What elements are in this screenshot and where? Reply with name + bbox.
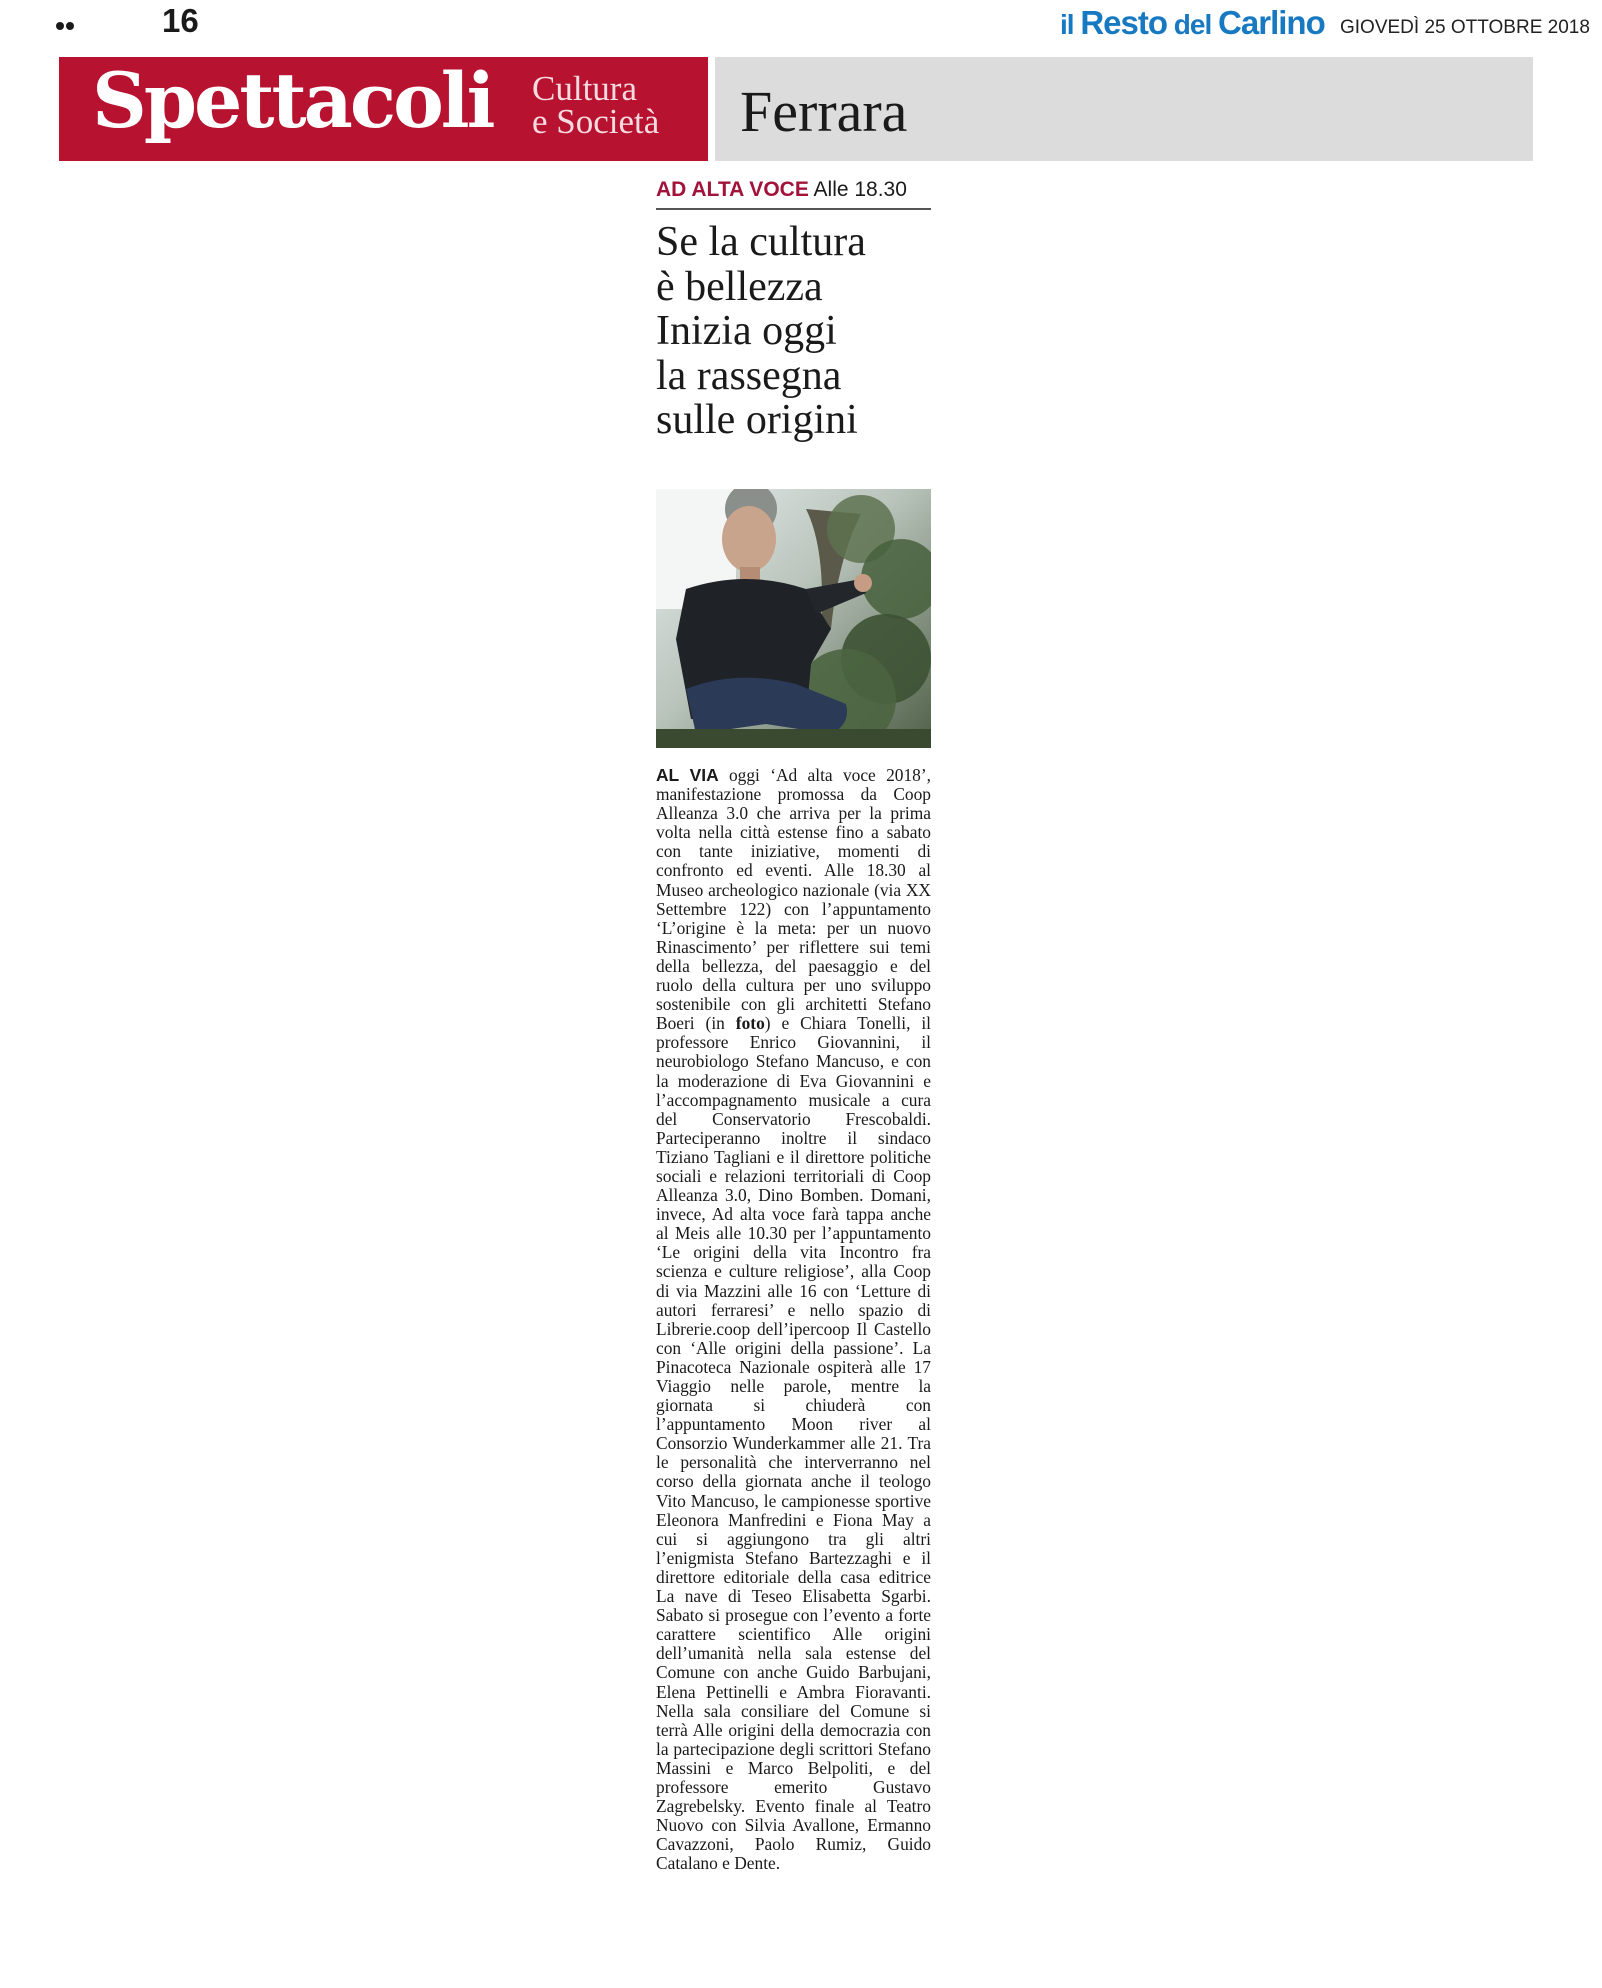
article-body-text-cont: ) e Chiara Tonelli, il professore Enrico Giovannini, il neurobiologo Stefano Mancuso, e con la moderazione di Eva Giovannini e l’accompagnamento musicale a cura del Conservatorio Frescobaldi. Parteciperanno inoltre il sindaco Tiziano Tagliani e il direttore politiche sociali e relazioni territoriali di Coop Alleanza 3.0, Dino Bomben. Domani, invece, Ad alta voce farà tappa anche al Meis alle 10.30 per l’appuntamento ‘Le origini della vita Incontro fra scienza e culture religiose’, alla Coop di via Mazzini alle 16 con ‘Letture di autori ferraresi’ e nello spazio di Librerie.coop dell’ipercoop Il Castello con ‘Alle origini della passione’. La Pinacoteca Nazionale ospiterà alle 17 Viaggio nelle parole, mentre la giornata si chiuderà con l’appuntamento Moon river al Consorzio Wunderkammer alle 21. Tra le personalità che interverranno nel corso della giornata anche il teologo Vito Mancuso, le campionesse sportive Eleonora Manfredini e Fiona May a cui si aggiungono tra gli altri l’enigmista Stefano Bartezzaghi e il direttore editoriale della casa editrice La nave di Teseo Elisabetta Sgarbi. Sabato si prosegue con l’evento a forte carattere scientifico Alle origini dell’umanità nella sala estense del Comune con anche Guido Barbujani, Elena Pettinelli e Ambra Fioravanti. Nella sala consiliare del Comune si terrà Alle origini della democrazia con la partecipazione degli scrittori Stefano Massini e Marco Belpoliti, e del professore emerito Gustavo Zagrebelsky. Evento finale al Teatro Nuovo con Silvia Avallone, Ermanno Cavazzoni, Paolo Rumiz, Guido Catalano e Dente. [656, 1013, 931, 1874]
page-number: 16 [162, 2, 199, 39]
section-subtitle-line1: Cultura [532, 69, 637, 108]
headline-line: è bellezza [656, 263, 823, 310]
masthead-del: del [1167, 9, 1219, 40]
kicker-label: AD ALTA VOCE [656, 178, 809, 201]
article-kicker [656, 178, 931, 210]
article-body [656, 766, 931, 1873]
kicker-time: Alle 18.30 [813, 178, 907, 201]
section-title: Spettacoli [92, 56, 493, 145]
newspaper-masthead [1060, 4, 1325, 42]
section-subtitle-line2: e Società [532, 102, 660, 141]
masthead-il: il [1060, 9, 1081, 40]
edition-dots [56, 16, 80, 30]
masthead-carlino: Carlino [1218, 4, 1325, 41]
headline-line: sulle origini [656, 397, 858, 443]
article-lead: AL VIA [656, 765, 719, 785]
headline-line: la rassegna [656, 352, 842, 399]
section-subtitle [532, 69, 660, 141]
photo-reference: foto [735, 1013, 765, 1034]
masthead-resto: Resto [1080, 4, 1168, 41]
issue-date: GIOVEDÌ 25 OTTOBRE 2018 [1340, 17, 1590, 38]
portrait-photo-icon [656, 489, 931, 748]
article-headline [656, 220, 946, 443]
article-body-text: oggi ‘Ad alta voce 2018’, manifestazione promossa da Coop Alleanza 3.0 che arriva per la prima volta nella città estense fino a sabato con tante iniziative, momenti di confronto ed eventi. Alle 18.30 al Museo archeologico nazionale (via XX Settembre 122) con l’appuntamento ‘L’origine è la meta: per un nuovo Rinascimento’ per riflettere sui temi della bellezza, del paesaggio e del ruolo della cultura per uno sviluppo sostenibile con gli architetti Stefano Boeri (in [656, 765, 931, 1034]
headline-line: Inizia oggi [656, 308, 837, 354]
headline-line: Se la cultura [656, 219, 866, 265]
city-name: Ferrara [740, 79, 908, 144]
